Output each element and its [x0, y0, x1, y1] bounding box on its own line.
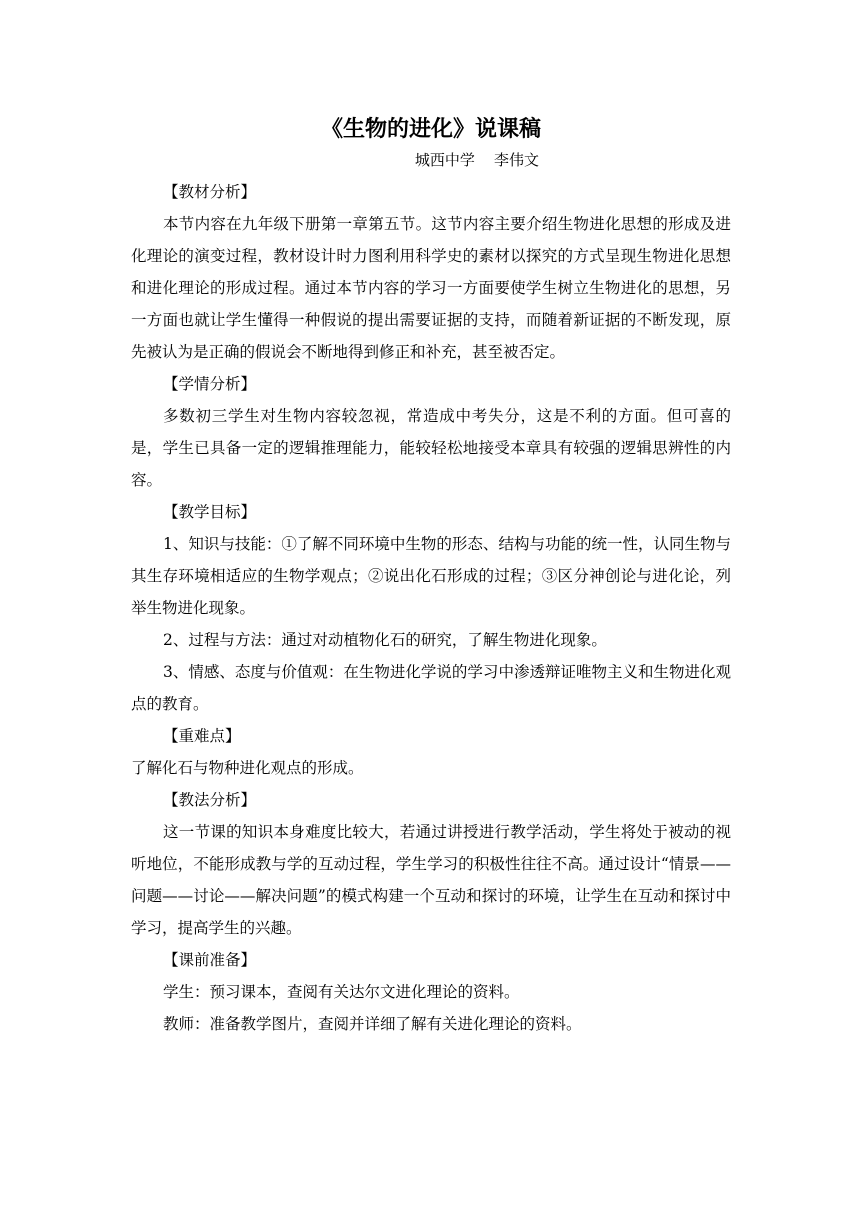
paragraph: 多数初三学生对生物内容较忽视，常造成中考失分，这是不利的方面。但可喜的是，学生已具备一定的逻辑推理能力，能较轻松地接受本章具有较强的逻辑思辨性的内容。 — [131, 407, 731, 489]
author-line: 城西中学 李伟文 — [414, 151, 539, 169]
section-heading: 【重难点】 — [163, 727, 241, 745]
section-heading: 【学情分析】 — [163, 375, 257, 393]
paragraph: 2、过程与方法：通过对动植物化石的研究，了解生物进化现象。 — [163, 631, 607, 649]
section-teaching-method — [131, 784, 731, 944]
section-teaching-objectives — [131, 496, 731, 720]
section-heading: 【教材分析】 — [163, 183, 257, 201]
section-student-analysis — [131, 368, 731, 496]
paragraph: 3、情感、态度与价值观：在生物进化学说的学习中渗透辩证唯物主义和生物进化观点的教育。 — [131, 663, 731, 713]
paragraph: 这一节课的知识本身难度比较大，若通过讲授进行教学活动，学生将处于被动的视听地位，不能形成教与学的互动过程，学生学习的积极性往往不高。通过设计“情景——问题——讨论——解决问题”的模式构建一个互动和探讨的环境，让学生在互动和探讨中学习，提高学生的兴趣。 — [131, 823, 731, 937]
section-heading: 【教法分析】 — [163, 791, 257, 809]
paragraph: 本节内容在九年级下册第一章第五节。这节内容主要介绍生物进化思想的形成及进化理论的演变过程，教材设计时力图利用科学史的素材以探究的方式呈现生物进化思想和进化理论的形成过程。通过本节内容的学习一方面要使学生树立生物进化的思想，另一方面也就让学生懂得一种假说的提出需要证据的支持，而随着新证据的不断发现，原先被认为是正确的假说会不断地得到修正和补充，甚至被否定。 — [131, 215, 731, 361]
section-textbook-analysis — [131, 176, 731, 368]
paragraph: 教师：准备教学图片，查阅并详细了解有关进化理论的资料。 — [163, 1015, 582, 1033]
section-key-points — [131, 720, 731, 784]
paragraph: 1、知识与技能：①了解不同环境中生物的形态、结构与功能的统一性，认同生物与其生存环境相适应的生物学观点；②说出化石形成的过程；③区分神创论与进化论，列举生物进化现象。 — [131, 535, 731, 617]
section-heading: 【教学目标】 — [163, 503, 257, 521]
section-heading: 【课前准备】 — [163, 951, 257, 969]
document-body — [131, 112, 731, 1040]
document-title: 《生物的进化》说课稿 — [320, 116, 541, 142]
paragraph: 学生：预习课本，查阅有关达尔文进化理论的资料。 — [163, 983, 520, 1001]
section-preparation — [131, 944, 731, 1040]
paragraph: 了解化石与物种进化观点的形成。 — [131, 759, 364, 777]
